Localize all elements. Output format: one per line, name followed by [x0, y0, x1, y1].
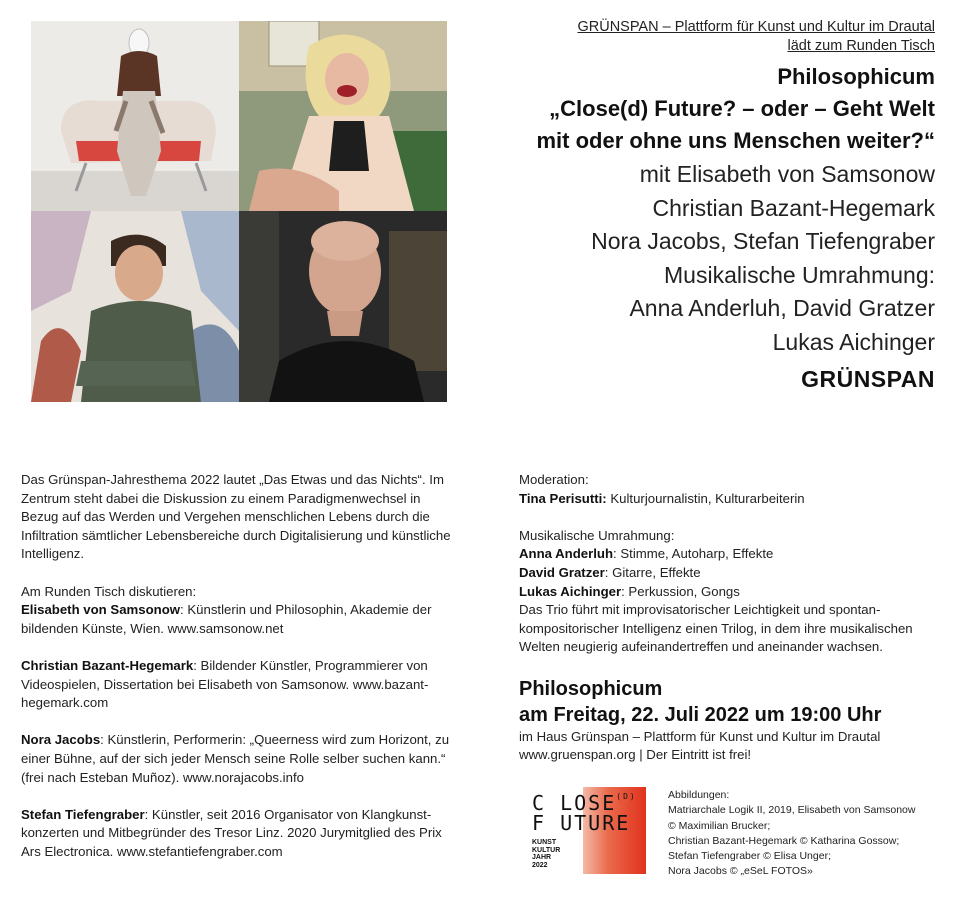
header-block — [465, 18, 935, 393]
guest-entry — [21, 731, 451, 787]
guest-description: : Künstler, seit 2016 Organisator von Klangkunstkonzerten und Mitbegründer des Tresor Linz. 2020 Jurymitglied des Prix Ars Electronica. www.stefantiefengraber.com — [21, 806, 442, 859]
musician-name: Anna Anderluh — [519, 546, 614, 562]
image-credits — [668, 788, 948, 880]
participants-list — [465, 158, 935, 359]
trio-description: Das Trio führt mit improvisatorischer Leichtigkeit und spontan-kompositorischer Intelligenz einen Trilog, in dem ihre musikalischen Welten neugierig aufeinandertreffen und aneinander wachsen. — [519, 602, 913, 655]
participants-line: Anna Anderluh, David Gratzer — [629, 295, 935, 321]
event-title: Philosophicum — [519, 677, 663, 700]
musician-name: Lukas Aichinger — [519, 583, 622, 599]
brand-name: GRÜNSPAN — [801, 366, 935, 392]
moderation-label: Moderation: — [519, 472, 589, 487]
event-date-time: am Freitag, 22. Juli 2022 um 19:00 Uhr — [519, 703, 882, 726]
logo-row-1: C $LOSE^{(D)}$ — [532, 791, 637, 815]
guest-description: : Bildender Künstler, Programmierer von Videospielen, Dissertation bei Elisabeth von Samsonow. www.bazant-hegemark.com — [21, 657, 429, 711]
photo-christian-bazant-hegemark — [31, 211, 239, 402]
credits-line: Matriarchale Logik II, 2019, Elisabeth von Samsonow — [668, 804, 916, 817]
guest-entry — [21, 657, 451, 713]
moderation-section — [519, 471, 939, 508]
musician-instruments: : Perkussion, Gongs — [621, 583, 740, 599]
round-table-label: Am Runden Tisch diskutieren: — [21, 583, 197, 599]
guest-name: Christian Bazant-Hegemark — [21, 657, 194, 673]
heading-line-1: Philosophicum — [777, 64, 935, 89]
participants-line: mit Elisabeth von Samsonow — [639, 161, 935, 187]
credits-line: © Maximilian Brucker; — [668, 819, 771, 832]
guest-entry — [21, 806, 451, 862]
photo-nora-jacobs — [239, 21, 447, 211]
moderator-name: Tina Perisutti: — [519, 490, 607, 506]
credits-line: Nora Jacobs © „eSeL FOTOS» — [668, 865, 813, 878]
music-section — [519, 527, 939, 657]
event-heading — [465, 61, 935, 157]
musician-instruments: : Gitarre, Effekte — [604, 564, 701, 580]
event-venue: im Haus Grünspan – Plattform für Kunst und Kultur im Drautal — [519, 728, 881, 744]
participants-line: Christian Bazant-Hegemark — [652, 194, 935, 221]
music-label: Musikalische Umrahmung: — [519, 527, 675, 543]
heading-line-3: mit oder ohne uns Menschen weiter?“ — [536, 128, 935, 153]
heading-line-2: „Close(d) Future? – oder – Geht Welt — [549, 96, 935, 121]
photo-stefan-tiefengraber — [239, 211, 447, 402]
photo-collage — [31, 21, 447, 402]
intro-paragraph: Das Grünspan-Jahresthema 2022 lautet „Das Etwas und das Nichts“. Im Zentrum steht dabei die Diskussion zu einem Paradigmenwechsel in Bezug auf das Werden und Vergehen menschlichen Lebens durch die Infiltration sämtlicher Lebensbereiche durch Digitalisierung und künstliche Intelligenz. — [21, 472, 451, 562]
credits-line: Abbildungen: — [668, 789, 730, 801]
right-column — [519, 471, 939, 765]
event-details — [519, 676, 939, 765]
org-invite-line: lädt zum Runden Tisch — [787, 38, 935, 54]
moderator-description: Kulturjournalistin, Kulturarbeiterin — [606, 490, 805, 506]
participants-line: Lukas Aichinger — [772, 328, 935, 355]
left-column — [21, 471, 451, 880]
closed-future-logo — [530, 787, 646, 874]
musician-instruments: : Stimme, Autoharp, Effekte — [613, 546, 774, 562]
credits-line: Stefan Tiefengraber © Elisa Unger; — [668, 850, 831, 863]
guest-name: Elisabeth von Samsonow — [21, 602, 181, 618]
guest-name: Nora Jacobs — [21, 732, 101, 748]
org-line: GRÜNSPAN – Plattform für Kunst und Kultur im Drautal — [577, 19, 935, 35]
logo-row-2: F UTURE — [532, 811, 631, 835]
participants-line: Musikalische Umrahmung: — [664, 261, 935, 288]
guest-description: : Künstlerin, Performerin: „Queerness wird zum Horizont, zu einer Bühne, auf der sich jeder Mensch seine Rolle selber suchen kann.“ (frei nach Esteban Muñoz). www.norajacobs.info — [21, 732, 450, 785]
guest-name: Stefan Tiefengraber — [21, 806, 145, 822]
participants-line: Nora Jacobs, Stefan Tiefengraber — [591, 228, 935, 254]
logo-subtitle: KUNST KULTUR JAHR 2022 — [532, 839, 561, 869]
event-website-admission: www.gruenspan.org | Der Eintritt ist frei! — [519, 747, 752, 763]
photo-samsonow-artwork — [31, 21, 239, 211]
credits-line: Christian Bazant-Hegemark © Katharina Gossow; — [668, 834, 900, 847]
guest-description: : Künstlerin und Philosophin, Akademie der bildenden Künste, Wien. www.samsonow.net — [21, 602, 432, 636]
guests-section — [21, 583, 451, 639]
musician-name: David Gratzer — [519, 564, 605, 580]
